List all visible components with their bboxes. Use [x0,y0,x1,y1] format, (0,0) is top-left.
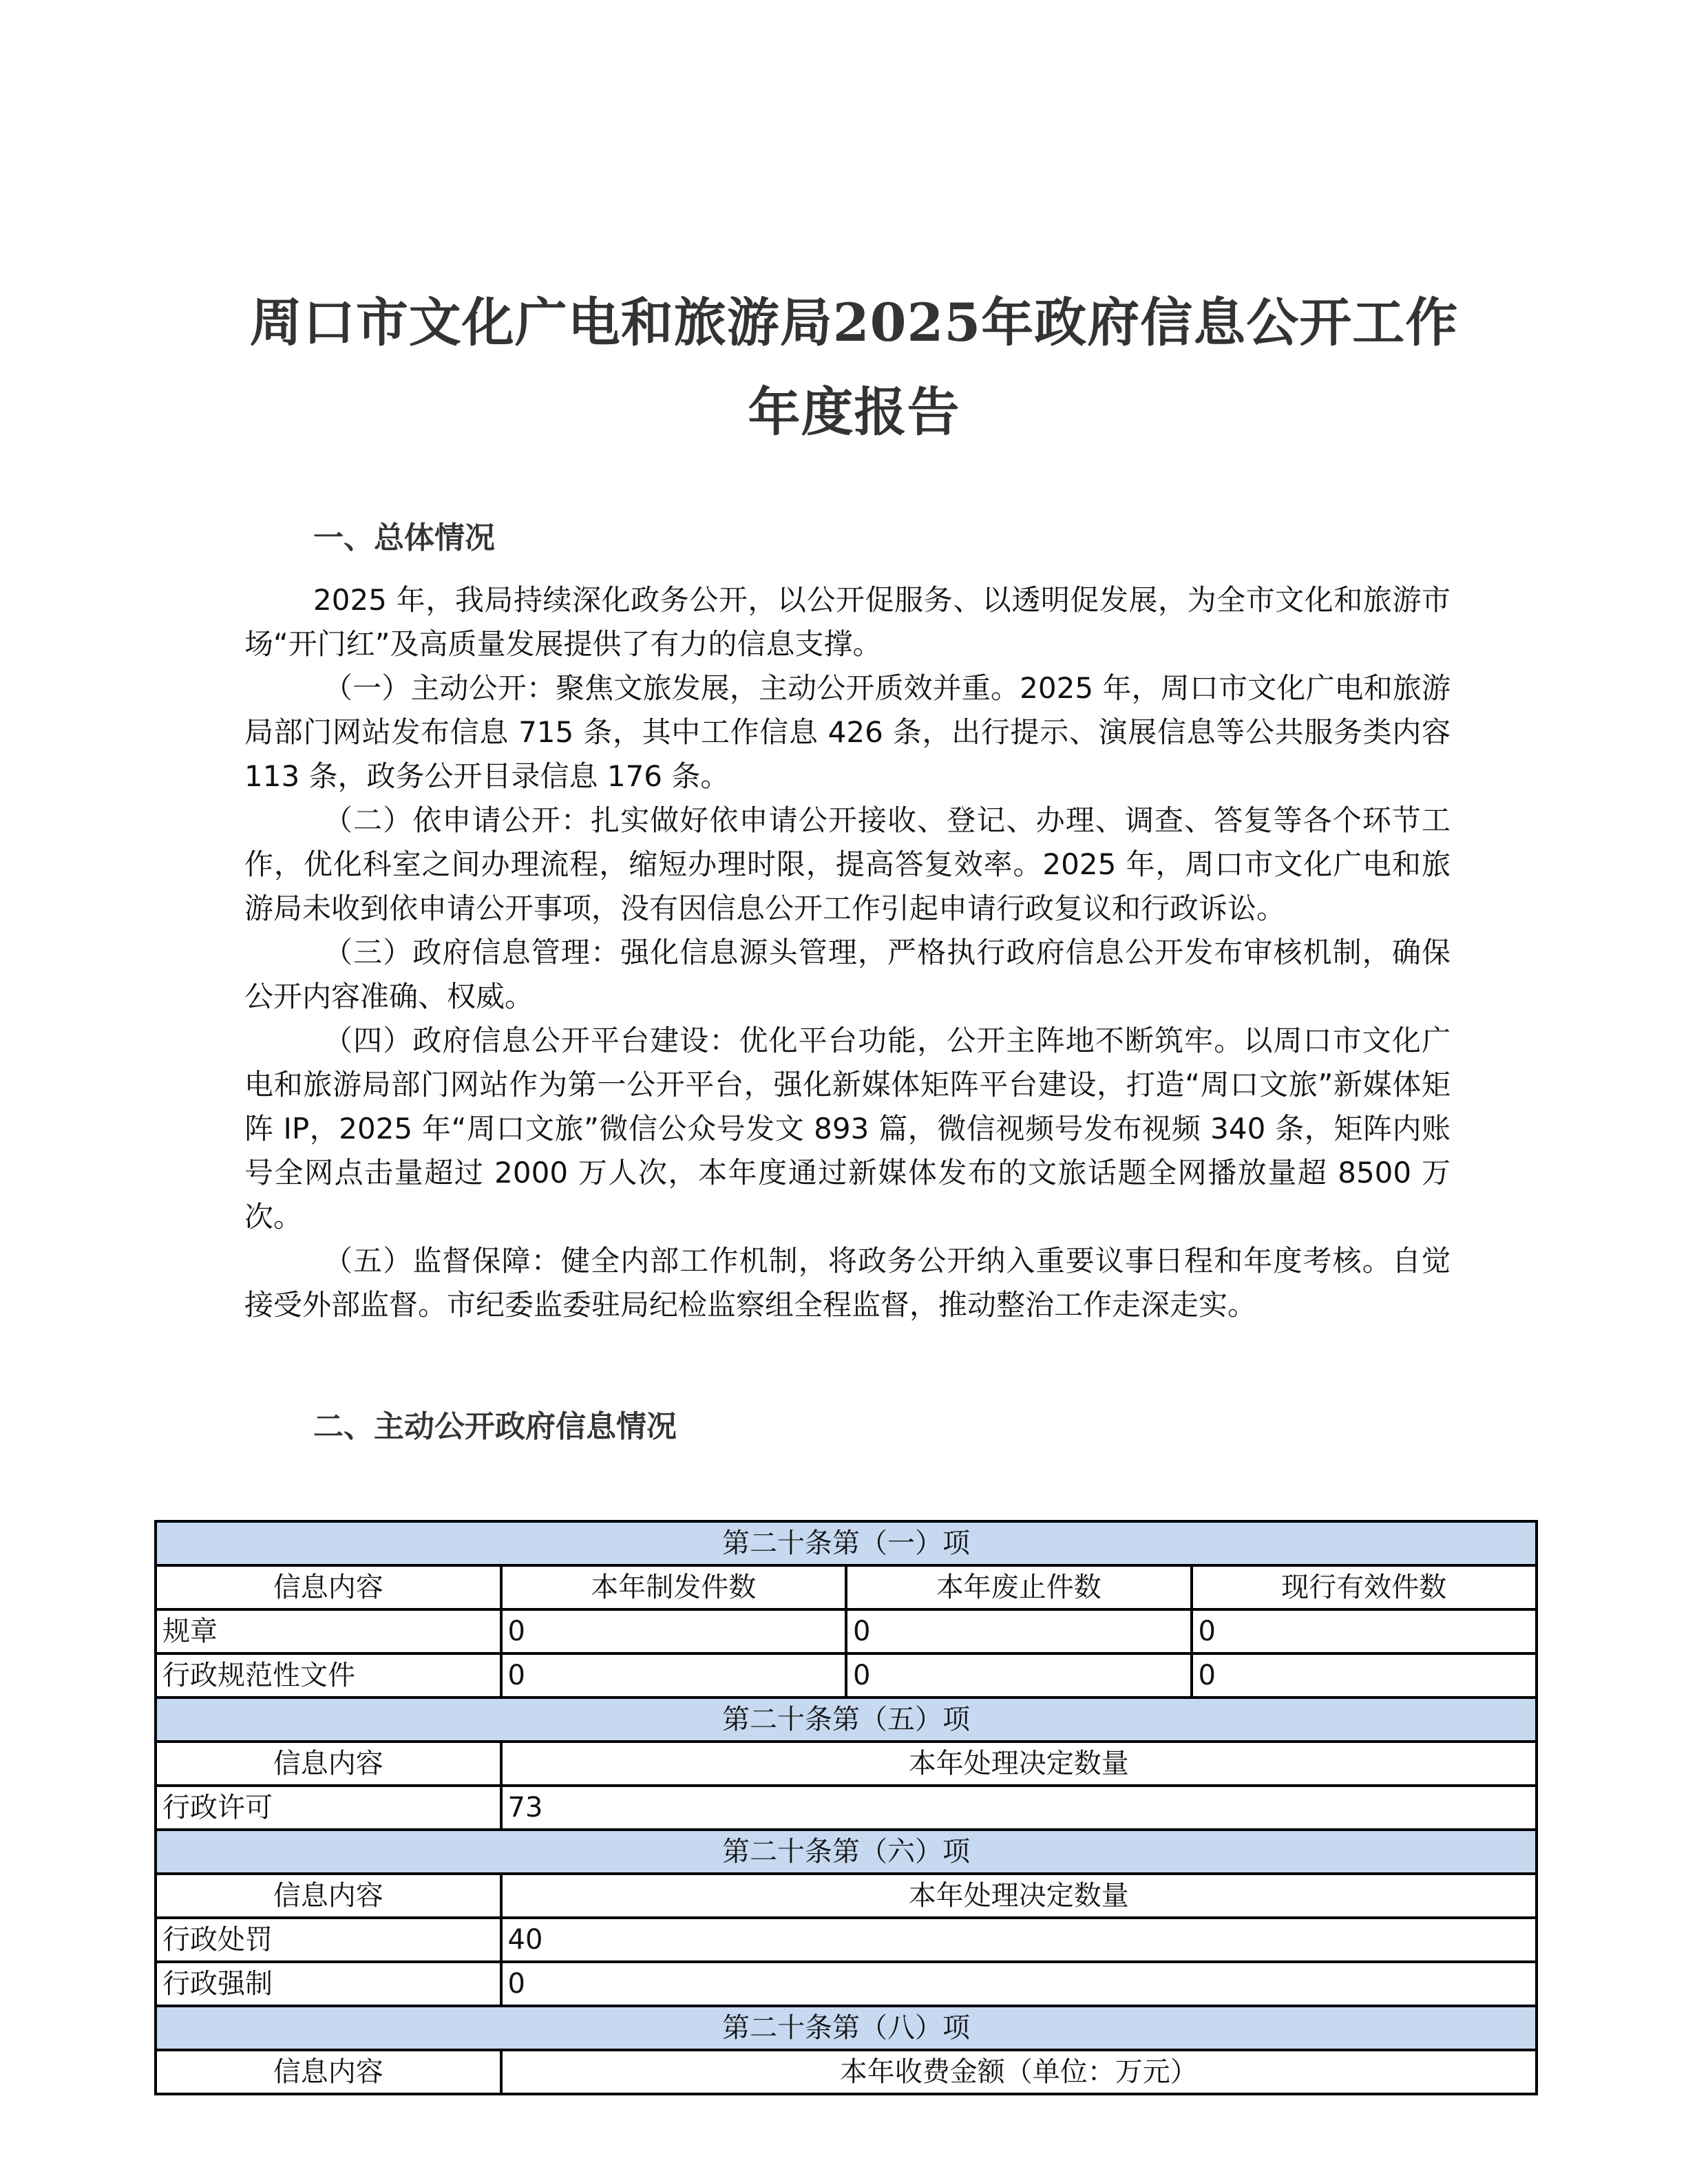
row-label: 行政强制 [156,1962,501,2006]
row-label: 规章 [156,1609,501,1653]
band-title: 第二十条第（五）项 [156,1698,1537,1742]
table-header-row [156,2050,1537,2094]
column-header: 信息内容 [156,1874,501,1918]
table-row [156,1962,1537,2006]
column-header: 本年废止件数 [846,1565,1192,1609]
cell-value: 0 [501,1962,1537,2006]
cell-value: 40 [501,1918,1537,1962]
row-label: 行政许可 [156,1786,501,1830]
column-header: 本年制发件数 [501,1565,847,1609]
table-header-row [156,1742,1537,1786]
table-band-item5 [156,1698,1537,1742]
cell-value: 0 [846,1653,1192,1698]
cell-value: 0 [1192,1609,1537,1653]
cell-value: 0 [846,1609,1192,1653]
column-header: 现行有效件数 [1192,1565,1537,1609]
section-heading-proactive-disclosure: 二、主动公开政府信息情况 [313,1409,677,1444]
row-label: 行政处罚 [156,1918,501,1962]
section-heading-overview: 一、总体情况 [313,520,495,556]
report-title-line2: 年度报告 [748,381,960,443]
table-band-item6 [156,1830,1537,1874]
table-band-item8 [156,2006,1537,2050]
overview-paragraph-proactive: （一）主动公开：聚焦文旅发展，主动公开质效并重。2025 年，周口市文化广电和旅游局部门网站发布信息 715 条，其中工作信息 426 条，出行提示、演展信息等公共服务类内容 113 条，政务公开目录信息 176 条。 [244,671,1451,793]
table-header-row [156,1874,1537,1918]
overview-body [244,578,1451,1327]
overview-paragraph-supervision: （五）监督保障：健全内部工作机制，将政务公开纳入重要议事日程和年度考核。自觉接受外部监督。市纪委监委驻局纪检监察组全程监督，推动整治工作走深走实。 [244,1244,1451,1322]
overview-paragraph-platform: （四）政府信息公开平台建设：优化平台功能，公开主阵地不断筑牢。以周口市文化广电和旅游局部门网站作为第一公开平台，强化新媒体矩阵平台建设，打造“周口文旅”新媒体矩阵 IP，2025 年“周口文旅”微信公众号发文 893 篇，微信视频号发布视频 340 条，矩阵内账号全网点击量超过 2000 万人次，本年度通过新媒体发布的文旅话题全网播放量超 8500 万次。 [244,1024,1451,1234]
cell-value: 0 [501,1609,847,1653]
overview-paragraph-management: （三）政府信息管理：强化信息源头管理，严格执行政府信息公开发布审核机制，确保公开内容准确、权威。 [244,935,1451,1013]
column-header: 本年处理决定数量 [501,1742,1537,1786]
cell-value: 0 [1192,1653,1537,1698]
table-row [156,1609,1537,1653]
table-row [156,1918,1537,1962]
report-title-line1: 周口市文化广电和旅游局2025年政府信息公开工作 [249,292,1459,353]
band-title: 第二十条第（六）项 [156,1830,1537,1874]
column-header: 本年收费金额（单位：万元） [501,2050,1537,2094]
cell-value: 0 [501,1653,847,1698]
column-header: 信息内容 [156,1565,501,1609]
table-band-item1 [156,1521,1537,1565]
band-title: 第二十条第（一）项 [156,1521,1537,1565]
cell-value: 73 [501,1786,1537,1830]
overview-paragraph-on-request: （二）依申请公开：扎实做好依申请公开接收、登记、办理、调查、答复等各个环节工作，优化科室之间办理流程，缩短办理时限，提高答复效率。2025 年，周口市文化广电和旅游局未收到依申请公开事项，没有因信息公开工作引起申请行政复议和行政诉讼。 [244,803,1451,925]
column-header: 本年处理决定数量 [501,1874,1537,1918]
band-title: 第二十条第（八）项 [156,2006,1537,2050]
table-header-row [156,1565,1537,1609]
disclosure-table [154,1520,1538,2095]
row-label: 行政规范性文件 [156,1653,501,1698]
table-row [156,1653,1537,1698]
column-header: 信息内容 [156,2050,501,2094]
overview-paragraph-intro: 2025 年，我局持续深化政务公开，以公开促服务、以透明促发展，为全市文化和旅游市场“开门红”及高质量发展提供了有力的信息支撑。 [244,583,1451,661]
table-row [156,1786,1537,1830]
column-header: 信息内容 [156,1742,501,1786]
